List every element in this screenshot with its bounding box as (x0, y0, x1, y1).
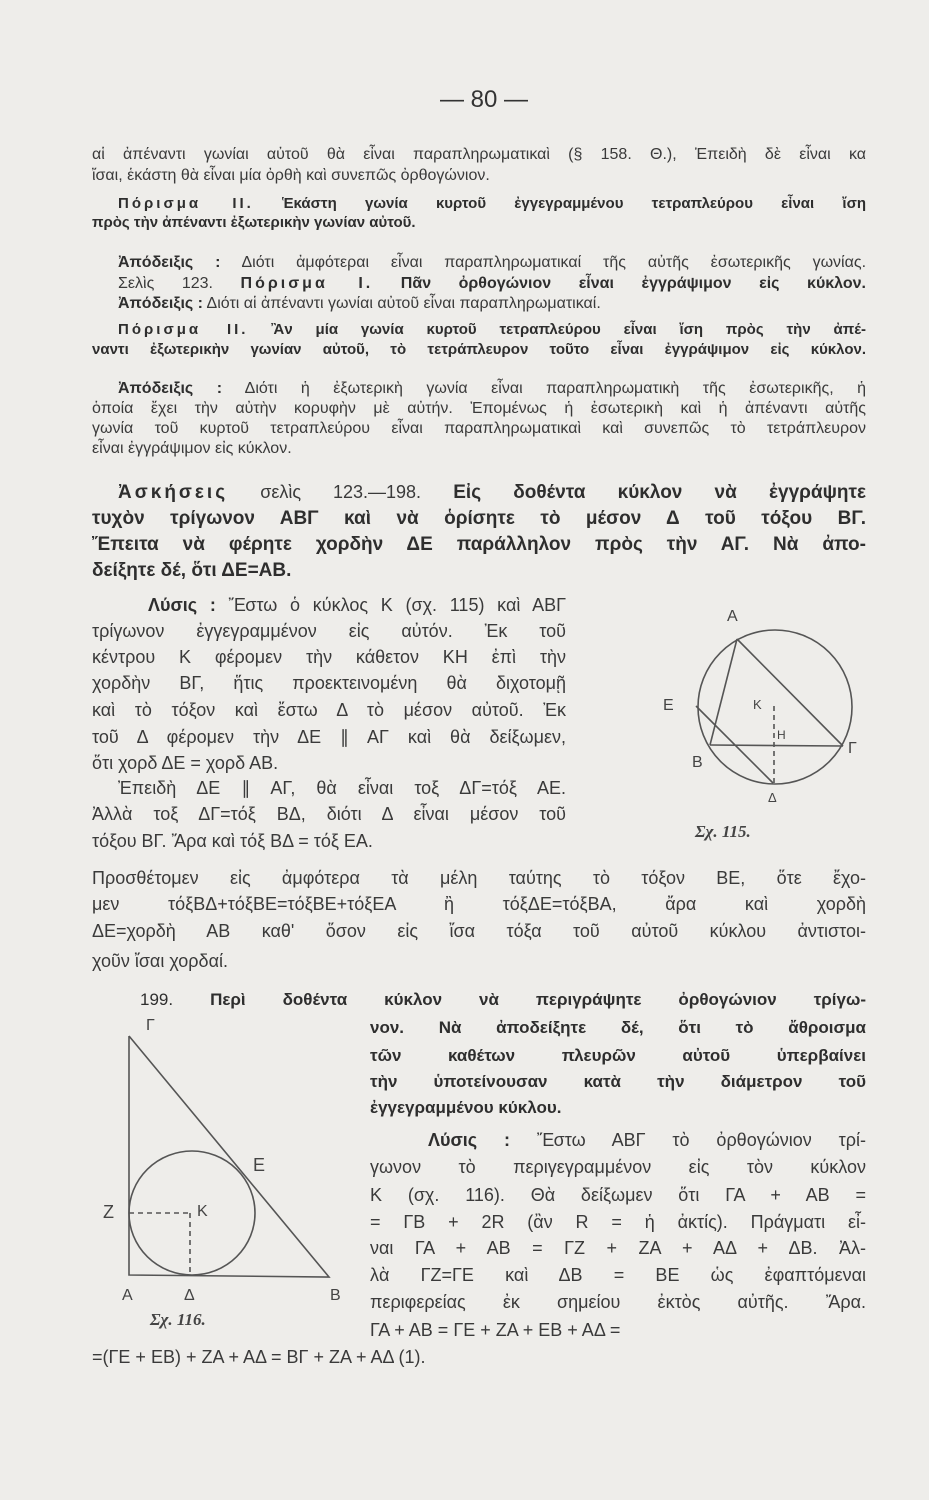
proof-label: Ἀπόδειξις : (118, 295, 203, 312)
exercise-text: τὴν ὑποτείνουσαν κατὰ τὴν διάμετρον τοῦ (370, 1072, 866, 1091)
fig115-label-d: Δ (768, 790, 777, 805)
reference-text: Πᾶν ὀρθογώνιον εἶναι ἐγγράψιμον εἰς κύκλον. (400, 275, 867, 292)
exercise-text: Εἰς δοθέντα κύκλον νὰ ἐγγράψητε (453, 482, 866, 503)
solution-text: Ἐπειδὴ ΔΕ ∥ ΑΓ, θὰ εἶναι τοξ ΔΓ=τόξ ΑΕ. (118, 778, 566, 798)
solution-text: τρίγωνον ἐγγεγραμμένον εἰς αὐτόν. Ἐκ τοῦ (92, 621, 566, 641)
fig115-label-k: Κ (753, 697, 762, 712)
proof-text: Διότι ἡ ἐξωτερικὴ γωνία εἶναι παραπληρωματικὴ τῆς ἐσωτερικῆς, ἡ (244, 380, 867, 397)
fig116-label-d: Δ (184, 1287, 195, 1304)
proof-label: Ἀπόδειξις : (118, 254, 221, 271)
circle-k (698, 630, 852, 784)
corollary-label: Πόρισμα II. (118, 195, 254, 212)
proof-text: Διότι αἱ ἀπέναντι γωνίαι αὐτοῦ εἶναι παραπληρωματικαί. (206, 295, 601, 312)
exercise-number: 199. (140, 990, 174, 1009)
reference-label: Πόρισμα I. (240, 275, 374, 292)
exercise-text: νον. Νὰ ἀποδείξητε δέ, ὅτι τὸ ἄθροισμα (370, 1018, 866, 1037)
fig116-label-a: Α (122, 1287, 133, 1304)
corollary-text: Ἑκάστη γωνία κυρτοῦ ἐγγεγραμμένου τετραπλεύρου εἶναι ἴση (282, 195, 867, 212)
fig115-label-h: Η (777, 728, 786, 742)
proof-text: ὁποία ἔχει τὴν αὐτὴν κορυφὴν μὲ αὐτήν. Ἐπομένως ἡ ἐσωτερικὴ καὶ ἡ ἀπέναντι αὐτῆς (92, 400, 866, 417)
figure-116-diagram (129, 1036, 329, 1277)
fig115-label-g: Γ (848, 740, 857, 757)
figure-116-caption: Σχ. 116. (150, 1310, 206, 1329)
proof-text: γωνία τοῦ κυρτοῦ τετραπλεύρου εἶναι παραπληρωματικαὶ καὶ συνεπῶς τὸ τετράπλευρον (92, 420, 866, 437)
fig115-label-e: Ε (663, 697, 674, 714)
solution-text: χοῦν ἴσαι χορδαί. (92, 951, 228, 971)
fig116-label-k: Κ (197, 1203, 208, 1220)
chord-ab (710, 639, 737, 745)
solution-label: Λύσις : (148, 595, 216, 615)
exercise-text: Ἔπειτα νὰ φέρητε χορδὴν ΔΕ παράλληλον πρὸς τὴν ΑΓ. Νὰ ἀπο- (92, 534, 866, 555)
solution-text: Ἔστω ὁ κύκλος Κ (σχ. 115) καὶ ΑΒΓ (228, 595, 566, 615)
solution-text: τόξου ΒΓ. Ἄρα καὶ τόξ ΒΔ = τόξ ΕΑ. (92, 831, 373, 851)
solution-text: Κ (σχ. 116). Θὰ δείξωμεν ὅτι ΓΑ + ΑΒ = (370, 1185, 866, 1205)
figure-115-caption: Σχ. 115. (695, 822, 751, 841)
solution-text: Προσθέτομεν εἰς ἀμφότερα τὰ μέλη ταύτης τὸ τόξον ΒΕ, ὅτε ἔχο- (92, 868, 866, 888)
solution-text: Ἀλλὰ τοξ ΔΓ=τόξ ΒΔ, διότι Δ εἶναι μέσον τοῦ (92, 804, 566, 824)
corollary-text: πρὸς τὴν ἀπέναντι ἐξωτερικὴν γωνίαν αὐτοῦ. (92, 214, 416, 231)
solution-text: ΓΑ + ΑΒ = ΓΕ + ΖΑ + ΕΒ + ΑΔ = (370, 1320, 621, 1340)
solution-text: τοῦ Δ φέρομεν τὴν ΔΕ ∥ ΑΓ καὶ θὰ δείξωμεν, (92, 727, 566, 747)
chord-bg (710, 745, 843, 746)
exercise-text: τῶν καθέτων πλευρῶν αὐτοῦ ὑπερβαίνει (370, 1046, 866, 1065)
exercise-text: τυχὸν τρίγωνον ΑΒΓ καὶ νὰ ὁρίσητε τὸ μέσον Δ τοῦ τόξου ΒΓ. (92, 508, 866, 529)
solution-text: = ΓΒ + 2R (ἂν R = ἡ ἀκτίς). Πράγματι εἶ- (370, 1212, 866, 1232)
proof-text: εἶναι ἐγγράψιμον εἰς κύκλον. (92, 440, 292, 457)
fig115-label-b: Β (692, 754, 703, 771)
corollary-text: ναντι ἐξωτερικὴν γωνίαν αὐτοῦ, τὸ τετράπλευρον τοῦτο εἶναι ἐγγράψιμον εἰς κύκλον. (92, 341, 866, 358)
solution-text: =(ΓΕ + ΕΒ) + ΖΑ + ΑΔ = ΒΓ + ΖΑ + ΑΔ (1). (92, 1347, 426, 1367)
solution-text: ναι ΓΑ + ΑΒ = ΓΖ + ΖΑ + ΑΔ + ΔΒ. Ἀλ- (370, 1238, 866, 1258)
solution-text: Ἔστω ΑΒΓ τὸ ὀρθογώνιον τρί- (536, 1130, 867, 1150)
solution-text: καὶ τὸ τόξον καὶ ἔστω Δ τὸ μέσον αὐτοῦ. Ἐκ (92, 700, 566, 720)
exercises-ref: σελὶς 123.—198. (260, 482, 422, 502)
solution-text: χορδὴν ΒΓ, ἥτις προεκτεινομένη θὰ διχοτομῇ (92, 673, 566, 693)
exercises-label: Ἀσκήσεις (118, 482, 229, 503)
exercise-text: δείξητε δέ, ὅτι ΔΕ=ΑΒ. (92, 560, 292, 581)
fig116-label-b: Β (330, 1287, 341, 1304)
solution-text: λὰ ΓΖ=ΓΕ καὶ ΔΒ = ΒΕ ὡς ἐφαπτόμεναι (370, 1265, 866, 1285)
solution-text: μεν τόξΒΔ+τόξΒΕ=τόξΒΕ+τόξΕΑ ἢ τόξΔΕ=τόξΒΑ, ἄρα καὶ χορδὴ (92, 894, 866, 914)
exercise-199-line (140, 989, 866, 1011)
corollary-label: Πόρισμα II. (118, 321, 249, 338)
page-number: — 80 — (440, 86, 529, 113)
corollary-text: Ἂν μία γωνία κυρτοῦ τετραπλεύρου εἶναι ἴση πρὸς τὴν ἀπέ- (271, 321, 866, 338)
fig115-label-a: Α (727, 608, 738, 625)
fig116-label-g: Γ (146, 1017, 155, 1034)
text-line: αἱ ἀπέναντι γωνίαι αὐτοῦ θὰ εἶναι παραπληρωματικαὶ (§ 158. Θ.), Ἐπειδὴ δὲ εἶναι κα (92, 146, 866, 163)
proof-label: Ἀπόδειξις : (118, 380, 223, 397)
exercise-text: Περὶ δοθέντα κύκλον νὰ περιγράψητε ὀρθογώνιον τρίγω- (210, 990, 866, 1009)
solution-label: Λύσις : (428, 1130, 511, 1150)
solution-text: γωνον τὸ περιγεγραμμένον εἰς τὸν κύκλον (370, 1157, 866, 1177)
solution-text: περιφερείας ἐκ σημείου ἐκτὸς αὐτῆς. Ἄρα. (370, 1292, 866, 1312)
figure-115-diagram (696, 630, 852, 784)
chord-ag (737, 639, 843, 746)
right-triangle-abg (129, 1036, 329, 1277)
fig116-label-z: Ζ (103, 1202, 114, 1222)
reference-page: Σελὶς 123. (118, 275, 213, 292)
proof-text: Διότι ἀμφότεραι εἶναι παραπληρωματικαί τῆς αὐτῆς ἐσωτερικῆς γωνίας. (241, 254, 867, 271)
solution-text: κέντρου Κ φέρομεν τὴν κάθετον ΚΗ ἐπὶ τὴν (92, 647, 566, 667)
solution-text: ὅτι χορδ ΔΕ = χορδ ΑΒ. (92, 753, 279, 773)
text-line: ἴσαι, ἑκάστη θὰ εἶναι μία ὀρθὴ καὶ συνεπῶς ὀρθογώνιον. (92, 167, 490, 184)
exercise-text: ἐγγεγραμμένου κύκλου. (370, 1098, 562, 1117)
solution-line (428, 1129, 866, 1151)
solution-text: ΔΕ=χορδὴ ΑΒ καθ' ὅσον εἰς ἴσα τόξα τοῦ αὐτοῦ κύκλου ἀντιστοι- (92, 921, 866, 941)
fig116-label-e: Ε (253, 1155, 266, 1175)
